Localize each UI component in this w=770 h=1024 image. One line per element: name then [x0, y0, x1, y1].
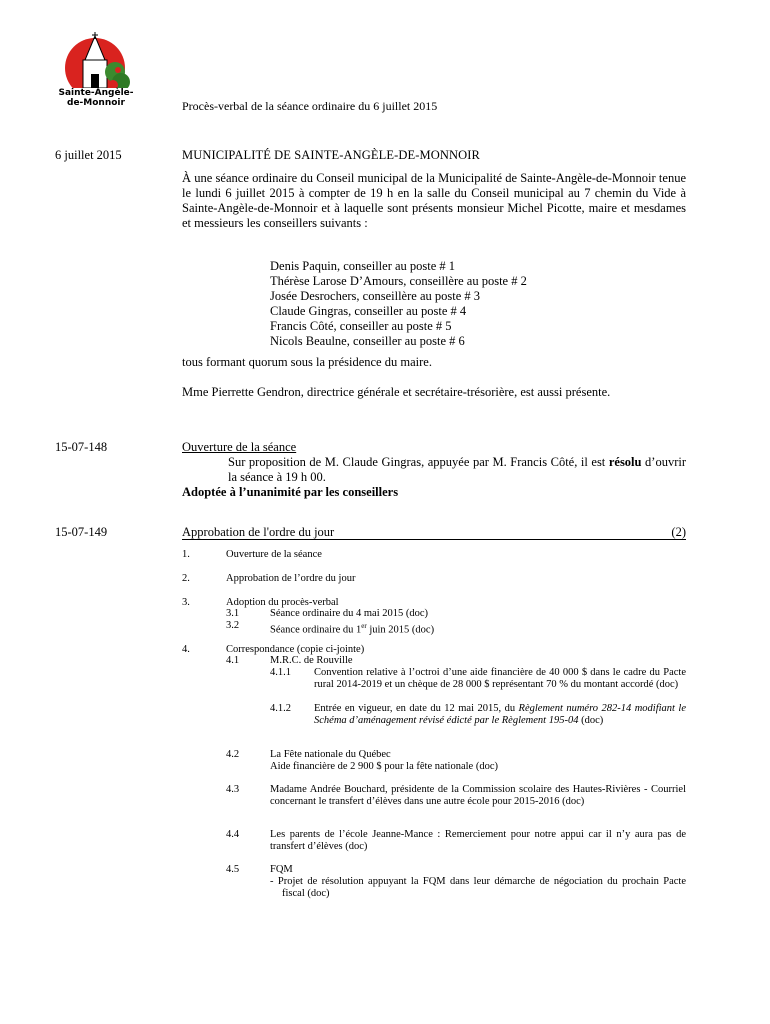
agenda-title: Approbation de l'ordre du jour [182, 525, 335, 539]
resolution-number: 15-07-149 [55, 525, 108, 539]
agenda-subitem-number: 3.1 [226, 608, 240, 619]
agenda-item: Correspondance (copie ci-jointe) [226, 644, 365, 655]
agenda-subitem-number: 3.2 [226, 620, 240, 631]
agenda-subitem-text: juin 2015 (doc) [366, 624, 435, 636]
agenda-item-number: 1. [182, 549, 190, 560]
resolution-opening-text [182, 455, 686, 500]
agenda-text: (doc) [578, 715, 604, 726]
resolution-text-a: Sur proposition de M. Claude Gingras, appuyée par M. Francis Côté, il est [228, 455, 609, 469]
agenda-item-number: 4. [182, 644, 190, 655]
agenda-text: La Fête nationale du Québec [270, 749, 391, 760]
agenda-subitem: Madame Andrée Bouchard, présidente de la Commission scolaire des Hautes-Rivières - Courriel concernant le transfert d’élèves dans une autre école pour 2015-2016 (doc) [270, 784, 686, 807]
agenda-subitem-number: 4.5 [226, 864, 240, 875]
resolution-text-b: d’ouvrir la séance à 19 h 00. [228, 455, 686, 484]
logo-text-line1: Sainte-Angèle- [58, 88, 134, 98]
intro-paragraph: À une séance ordinaire du Conseil municipal de la Municipalité de Sainte-Angèle-de-Monnoir tenue le lundi 6 juillet 2015 à compter de 19 h en la salle du Conseil municipal au 7 chemin du Vide à Sainte-Angèle-de-Monnoir et à laquelle sont présents monsieur Michel Picotte, maire et mesdames et messieurs les conseillers suivants : [182, 171, 686, 230]
agenda-subitem-number: 4.4 [226, 829, 240, 840]
agenda-text: Entrée en vigueur, en date du 12 mai 2015, du [314, 703, 519, 714]
quorum-paragraph: tous formant quorum sous la présidence du maire. [182, 355, 432, 369]
superscript: er [361, 622, 367, 630]
agenda-subitem: M.R.C. de Rouville [270, 655, 353, 666]
page-title: MUNICIPALITÉ DE SAINTE-ANGÈLE-DE-MONNOIR [182, 148, 480, 162]
agenda-text: FQM [270, 864, 293, 875]
member-item: Denis Paquin, conseiller au poste # 1 [270, 259, 456, 273]
agenda-ref: (2) [671, 525, 686, 539]
municipality-logo [55, 30, 137, 112]
section-title-opening: Ouverture de la séance [182, 440, 297, 454]
agenda-subitem [270, 749, 686, 773]
agenda-subitem-number: 4.1 [226, 655, 240, 666]
agenda-text: - Projet de résolution appuyant la FQM dans leur démarche de négociation du prochain Pacte fiscal (doc) [270, 876, 686, 899]
agenda-item: Ouverture de la séance [226, 549, 322, 560]
regulation-title: Règlement numéro 282-14 modifiant le Schéma d’aménagement révisé édicté par le Règlement 195-04 [314, 703, 686, 726]
agenda-subitem-number: 4.2 [226, 749, 240, 760]
members-list [270, 259, 527, 349]
member-item: Claude Gingras, conseiller au poste # 4 [270, 304, 467, 318]
resolu-word: résolu [608, 455, 642, 469]
resolution-number: 15-07-148 [55, 440, 108, 454]
agenda-subitem-text: Séance ordinaire du 1 [270, 624, 362, 636]
agenda-subsubitem-number: 4.1.1 [270, 667, 291, 678]
agenda-subitem [270, 864, 686, 900]
agenda-item-number: 2. [182, 573, 190, 584]
agenda-subitem: Les parents de l’école Jeanne-Mance : Remerciement pour notre appui car il n’y aura pas de transfert d’élèves (doc) [270, 829, 686, 852]
agenda-subsubitem [314, 703, 686, 727]
agenda-subsubitem: Convention relative à l’octroi d’une aide financière de 40 000 $ dans le cadre du Pacte rural 2014-2019 et un chèque de 28 000 $ représentant 70 % du montant accordé (doc) [314, 667, 686, 690]
agenda-item: Approbation de l’ordre du jour [226, 573, 356, 584]
agenda-item: Adoption du procès-verbal [226, 597, 339, 608]
presence-paragraph: Mme Pierrette Gendron, directrice générale et secrétaire-trésorière, est aussi présente. [182, 385, 611, 399]
logo-text-line2: de-Monnoir [67, 98, 125, 108]
agenda-subitem [270, 620, 686, 637]
member-item: Francis Côté, conseiller au poste # 5 [270, 319, 452, 333]
agenda-subitem-number: 4.3 [226, 784, 240, 795]
member-item: Josée Desrochers, conseillère au poste # 3 [270, 289, 480, 303]
section-title-agenda [182, 525, 686, 540]
adopted-statement: Adoptée à l’unanimité par les conseillers [182, 485, 399, 499]
member-item: Nicols Beaulne, conseiller au poste # 6 [270, 334, 465, 348]
agenda-item-number: 3. [182, 597, 190, 608]
document-header: Procès-verbal de la séance ordinaire du 6 juillet 2015 [182, 99, 438, 113]
agenda-subitem: Séance ordinaire du 4 mai 2015 (doc) [270, 608, 429, 619]
margin-date: 6 juillet 2015 [55, 148, 122, 162]
agenda-text: Aide financière de 2 900 $ pour la fête nationale (doc) [270, 761, 498, 772]
member-item: Thérèse Larose D’Amours, conseillère au poste # 2 [270, 274, 527, 288]
agenda-subsubitem-number: 4.1.2 [270, 703, 291, 714]
